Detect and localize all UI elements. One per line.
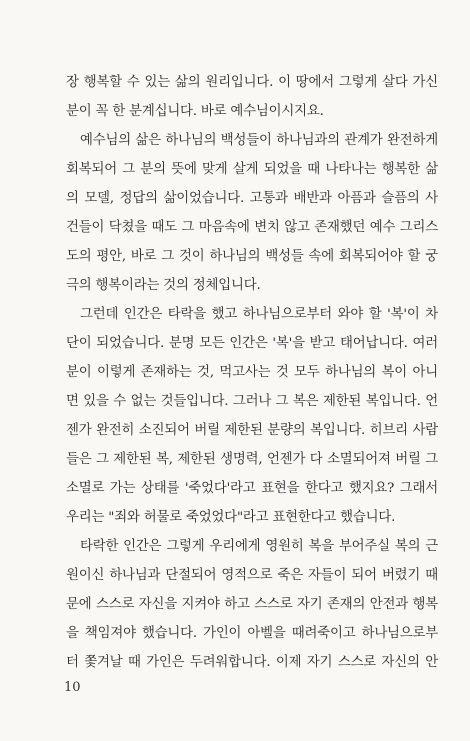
text-line: 면 있을 수 없는 것들입니다. 그러나 그 복은 제한된 복입니다. 언 (66, 394, 438, 409)
text-line: 원이신 하나님과 단절되어 영적으로 죽은 자들이 되어 버렸기 때 (66, 568, 438, 583)
text-line: 분이 꼭 한 분계십니다. 바로 예수님이시지요. (66, 104, 324, 119)
text-line: 문에 스스로 자신을 지켜야 하고 스스로 자기 존재의 안전과 행복 (66, 597, 438, 612)
text-line: 의 모델, 정답의 삶이었습니다. 고통과 배반과 아픔과 슬픔의 사 (66, 191, 438, 206)
text-line: 그런데 인간은 타락을 했고 하나님으로부터 와야 할 '복'이 차 (80, 307, 438, 322)
text-line: 예수님의 삶은 하나님의 백성들이 하나님과의 관계가 완전하게 (80, 133, 438, 148)
text-line: 회복되어 그 분의 뜻에 맞게 살게 되었을 때 나타나는 행복한 삶 (66, 162, 438, 177)
text-line: 젠가 완전히 소진되어 버릴 제한된 분량의 복입니다. 히브리 사람 (66, 423, 438, 438)
text-line: 건들이 닥쳤을 때도 그 마음속에 변치 않고 존재했던 예수 그리스 (66, 220, 438, 235)
text-line: 도의 평안, 바로 그 것이 하나님의 백성들 속에 회복되어야 할 궁 (66, 249, 438, 264)
text-line: 들은 그 제한된 복, 제한된 생명력, 언젠가 다 소멸되어져 버릴 그 (66, 452, 438, 467)
body-text (66, 68, 438, 677)
text-line: 장 행복할 수 있는 삶의 원리입니다. 이 땅에서 그렇게 살다 가신 (66, 75, 438, 90)
text-line: 소멸로 가는 상태를 '죽었다'라고 표현을 한다고 했지요? 그래서 (66, 481, 438, 496)
text-line: 극의 행복이라는 것의 정체입니다. (66, 278, 261, 293)
text-line: 터 쫓겨날 때 가인은 두려워합니다. 이제 자기 스스로 자신의 안 (66, 655, 438, 670)
text-line: 을 책임져야 했습니다. 가인이 아벨을 때려죽이고 하나님으로부 (66, 626, 438, 641)
text-line: 타락한 인간은 그렇게 우리에게 영원히 복을 부어주실 복의 근 (80, 539, 438, 554)
text-line: 우리는 "죄와 허물로 죽었었다"라고 표현한다고 했습니다. (66, 510, 396, 525)
text-line: 분이 이렇게 존재하는 것, 먹고사는 것 모두 하나님의 복이 아니 (66, 365, 438, 380)
page-number: 10 (64, 680, 81, 695)
text-line: 단이 되었습니다. 분명 모든 인간은 '복'을 받고 태어납니다. 여러 (66, 336, 438, 351)
